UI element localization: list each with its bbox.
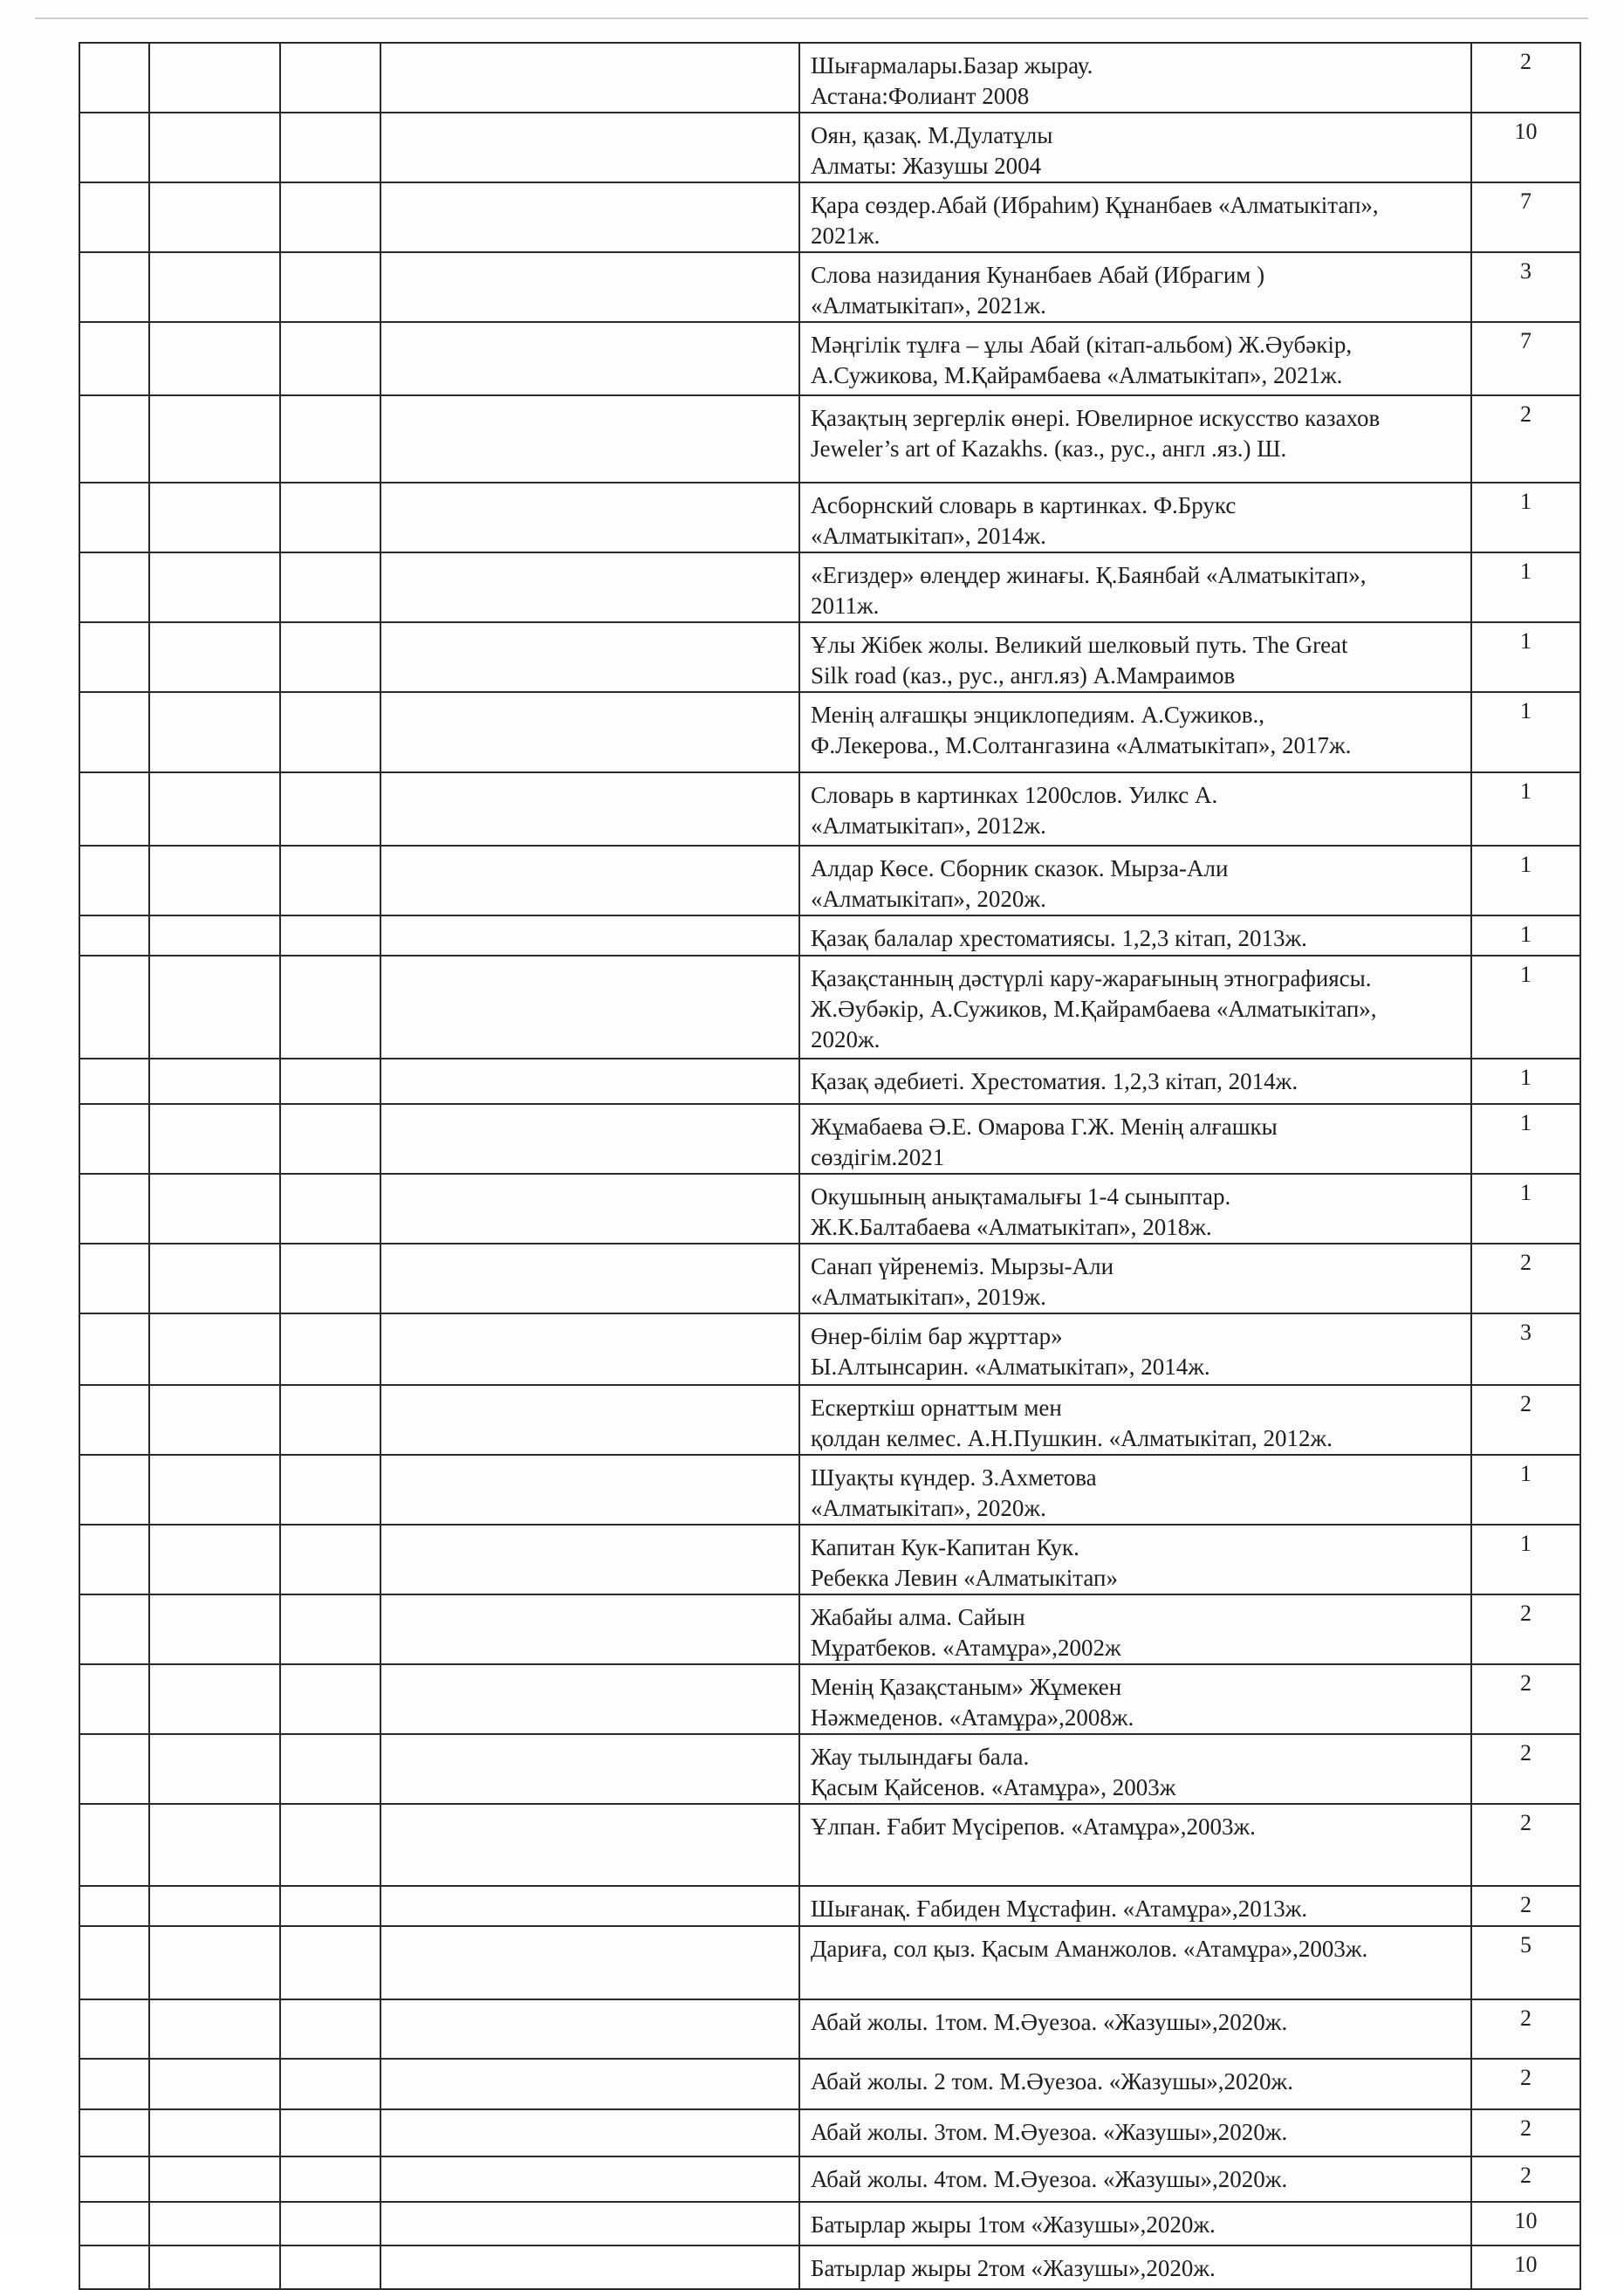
quantity-cell: 1 [1471,483,1580,552]
empty-cell [149,2156,280,2202]
table-row [79,1664,1580,1734]
empty-cell [149,1104,280,1174]
empty-cell [380,1385,799,1455]
empty-cell [79,395,149,483]
book-list-table [79,42,1581,2290]
empty-cell [280,2245,380,2289]
empty-cell [380,395,799,483]
quantity-cell: 2 [1471,1244,1580,1313]
empty-cell [149,1313,280,1385]
quantity-cell: 7 [1471,322,1580,395]
empty-cell [79,915,149,956]
empty-cell [280,1455,380,1525]
empty-cell [280,915,380,956]
quantity-cell: 2 [1471,1594,1580,1664]
empty-cell [280,1999,380,2059]
book-title-cell: Ескерткіш орнаттым мен қолдан келмес. А.Н.Пушкин. «Алматыкітап, 2012ж. [799,1385,1471,1455]
quantity-cell: 1 [1471,1455,1580,1525]
quantity-cell: 2 [1471,2156,1580,2202]
empty-cell [280,113,380,182]
empty-cell [380,182,799,252]
empty-cell [280,2202,380,2245]
table-row [79,1999,1580,2059]
empty-cell [79,1594,149,1664]
empty-cell [280,1385,380,1455]
empty-cell [149,182,280,252]
empty-cell [149,1244,280,1313]
table-row [79,552,1580,622]
empty-cell [79,2245,149,2289]
quantity-cell: 10 [1471,2202,1580,2245]
empty-cell [79,113,149,182]
empty-cell [149,1886,280,1926]
quantity-cell: 10 [1471,2245,1580,2289]
empty-cell [380,322,799,395]
book-title-cell: Ұлпан. Ғабит Мүсірепов. «Атамұра»,2003ж. [799,1804,1471,1886]
table-row [79,1385,1580,1455]
empty-cell [380,1926,799,1999]
book-title-cell: Абай жолы. 4том. М.Әуезоа. «Жазушы»,2020ж. [799,2156,1471,2202]
empty-cell [149,1804,280,1886]
empty-cell [380,2109,799,2156]
table-row [79,2245,1580,2289]
quantity-cell: 1 [1471,1059,1580,1104]
table-row [79,622,1580,692]
empty-cell [149,552,280,622]
book-title-cell: Абай жолы. 2 том. М.Әуезоа. «Жазушы»,2020ж. [799,2059,1471,2109]
empty-cell [79,2059,149,2109]
empty-cell [149,1999,280,2059]
empty-cell [380,1804,799,1886]
empty-cell [380,2059,799,2109]
book-title-cell: Шуақты күндер. З.Ахметова «Алматыкітап», 2020ж. [799,1455,1471,1525]
table-row [79,1455,1580,1525]
empty-cell [79,1104,149,1174]
empty-cell [79,1926,149,1999]
quantity-cell: 10 [1471,113,1580,182]
book-title-cell: Ұлы Жібек жолы. Великий шелковый путь. The Great Silk road (каз., рус., англ.яз) А.Мамраимов [799,622,1471,692]
empty-cell [280,552,380,622]
empty-cell [149,956,280,1059]
empty-cell [380,772,799,846]
book-title-cell: Қара сөздер.Абай (Ибраһим) Құнанбаев «Алматыкітап», 2021ж. [799,182,1471,252]
empty-cell [149,1174,280,1244]
empty-cell [79,2202,149,2245]
book-title-cell: Шығармалары.Базар жырау. Астана:Фолиант 2008 [799,43,1471,113]
quantity-cell: 1 [1471,772,1580,846]
empty-cell [149,1734,280,1804]
table-row [79,1174,1580,1244]
quantity-cell: 2 [1471,1999,1580,2059]
empty-cell [149,113,280,182]
empty-cell [149,252,280,322]
empty-cell [149,1594,280,1664]
book-title-cell: Оян, қазақ. М.Дулатұлы Алматы: Жазушы 2004 [799,113,1471,182]
quantity-cell: 7 [1471,182,1580,252]
empty-cell [79,1664,149,1734]
table-row [79,252,1580,322]
empty-cell [79,1174,149,1244]
empty-cell [79,2156,149,2202]
empty-cell [79,182,149,252]
empty-cell [149,2202,280,2245]
empty-cell [380,956,799,1059]
empty-cell [280,846,380,915]
book-title-cell: Мәңгілік тұлға – ұлы Абай (кітап-альбом) Ж.Әубәкір, А.Сужикова, М.Қайрамбаева «Алматыкітап», 2021ж. [799,322,1471,395]
empty-cell [380,252,799,322]
quantity-cell: 1 [1471,552,1580,622]
empty-cell [280,252,380,322]
table-row [79,43,1580,113]
table-row [79,915,1580,956]
table-row [79,2109,1580,2156]
empty-cell [280,395,380,483]
empty-cell [280,1886,380,1926]
book-title-cell: Дариға, сол қыз. Қасым Аманжолов. «Атамұра»,2003ж. [799,1926,1471,1999]
book-title-cell: Менің алғашқы энциклопедиям. А.Сужиков., Ф.Лекерова., М.Солтангазина «Алматыкітап», 2017ж. [799,692,1471,772]
empty-cell [79,1525,149,1594]
empty-cell [380,1999,799,2059]
empty-cell [280,1059,380,1104]
quantity-cell: 3 [1471,1313,1580,1385]
empty-cell [280,2109,380,2156]
book-title-cell: Словарь в картинках 1200слов. Уилкс А. «Алматыкітап», 2012ж. [799,772,1471,846]
book-title-cell: Асборнский словарь в картинках. Ф.Брукс «Алматыкітап», 2014ж. [799,483,1471,552]
table-body [79,43,1580,2289]
empty-cell [380,43,799,113]
empty-cell [280,1174,380,1244]
table-row [79,2156,1580,2202]
empty-cell [380,846,799,915]
empty-cell [79,2109,149,2156]
empty-cell [280,1664,380,1734]
book-title-cell: Окушының анықтамалығы 1-4 сыныптар. Ж.К.Балтабаева «Алматыкітап», 2018ж. [799,1174,1471,1244]
empty-cell [79,252,149,322]
table-row [79,846,1580,915]
empty-cell [380,622,799,692]
table-row [79,395,1580,483]
empty-cell [380,2245,799,2289]
table-row [79,1886,1580,1926]
empty-cell [79,1455,149,1525]
empty-cell [149,1385,280,1455]
book-title-cell: Қазақтың зергерлік өнері. Ювелирное искусство казахов Jeweler’s art of Kazakhs. (каз., рус., англ .яз.) Ш. [799,395,1471,483]
table-row [79,1244,1580,1313]
empty-cell [380,1664,799,1734]
table-row [79,1734,1580,1804]
table-row [79,2059,1580,2109]
quantity-cell: 1 [1471,956,1580,1059]
empty-cell [380,2202,799,2245]
quantity-cell: 2 [1471,43,1580,113]
empty-cell [280,772,380,846]
empty-cell [280,1594,380,1664]
empty-cell [149,1525,280,1594]
empty-cell [79,43,149,113]
empty-cell [79,322,149,395]
empty-cell [380,552,799,622]
quantity-cell: 3 [1471,252,1580,322]
empty-cell [380,1174,799,1244]
book-title-cell: Абай жолы. 1том. М.Әуезоа. «Жазушы»,2020ж. [799,1999,1471,2059]
table-row [79,772,1580,846]
quantity-cell: 5 [1471,1926,1580,1999]
empty-cell [149,846,280,915]
quantity-cell: 2 [1471,395,1580,483]
empty-cell [280,1734,380,1804]
empty-cell [380,1104,799,1174]
table-row [79,1525,1580,1594]
quantity-cell: 2 [1471,2109,1580,2156]
empty-cell [380,692,799,772]
empty-cell [380,1455,799,1525]
quantity-cell: 2 [1471,1804,1580,1886]
table-row [79,1104,1580,1174]
book-title-cell: Жұмабаева Ә.Е. Омарова Г.Ж. Менің алғашкы сөздігім.2021 [799,1104,1471,1174]
empty-cell [79,1244,149,1313]
empty-cell [79,1734,149,1804]
table-row [79,483,1580,552]
empty-cell [380,1886,799,1926]
book-title-cell: Шығанақ. Ғабиден Мұстафин. «Атамұра»,2013ж. [799,1886,1471,1926]
empty-cell [79,1886,149,1926]
quantity-cell: 1 [1471,622,1580,692]
empty-cell [380,1734,799,1804]
empty-cell [280,1525,380,1594]
empty-cell [149,1926,280,1999]
book-title-cell: Абай жолы. 3том. М.Әуезоа. «Жазушы»,2020ж. [799,2109,1471,2156]
table-row [79,1594,1580,1664]
table-row [79,1313,1580,1385]
table-row [79,1926,1580,1999]
book-title-cell: Жау тылындағы бала. Қасым Қайсенов. «Атамұра», 2003ж [799,1734,1471,1804]
empty-cell [280,1104,380,1174]
empty-cell [380,2156,799,2202]
quantity-cell: 2 [1471,1664,1580,1734]
empty-cell [280,2156,380,2202]
empty-cell [79,1385,149,1455]
empty-cell [79,1313,149,1385]
empty-cell [280,1244,380,1313]
empty-cell [79,1999,149,2059]
table-row [79,322,1580,395]
empty-cell [149,1455,280,1525]
quantity-cell: 1 [1471,1104,1580,1174]
empty-cell [79,956,149,1059]
empty-cell [280,956,380,1059]
empty-cell [79,692,149,772]
book-title-cell: Қазақ әдебиеті. Хрестоматия. 1,2,3 кітап, 2014ж. [799,1059,1471,1104]
empty-cell [79,846,149,915]
empty-cell [380,483,799,552]
table-row [79,1804,1580,1886]
table-row [79,182,1580,252]
table-row [79,692,1580,772]
empty-cell [380,113,799,182]
empty-cell [149,1664,280,1734]
empty-cell [280,2059,380,2109]
empty-cell [380,1313,799,1385]
empty-cell [79,483,149,552]
quantity-cell: 2 [1471,2059,1580,2109]
book-title-cell: Слова назидания Кунанбаев Абай (Ибрагим ) «Алматыкітап», 2021ж. [799,252,1471,322]
empty-cell [149,915,280,956]
quantity-cell: 1 [1471,1174,1580,1244]
empty-cell [149,1059,280,1104]
empty-cell [79,1059,149,1104]
empty-cell [280,182,380,252]
empty-cell [149,322,280,395]
book-title-cell: Жабайы алма. Сайын Мұратбеков. «Атамұра»,2002ж [799,1594,1471,1664]
quantity-cell: 2 [1471,1734,1580,1804]
book-title-cell: Санап үйренеміз. Мырзы-Али «Алматыкітап», 2019ж. [799,1244,1471,1313]
quantity-cell: 1 [1471,692,1580,772]
table-row [79,113,1580,182]
empty-cell [280,322,380,395]
empty-cell [149,2059,280,2109]
book-title-cell: Қазақстанның дәстүрлі кару-жарағының этнографиясы. Ж.Әубәкір, А.Сужиков, М.Қайрамбаева «Алматыкітап», 2020ж. [799,956,1471,1059]
empty-cell [280,622,380,692]
quantity-cell: 2 [1471,1886,1580,1926]
empty-cell [280,1313,380,1385]
book-title-cell: Алдар Көсе. Сборник сказок. Мырза-Али «Алматыкітап», 2020ж. [799,846,1471,915]
quantity-cell: 1 [1471,1525,1580,1594]
quantity-cell: 2 [1471,1385,1580,1455]
empty-cell [79,552,149,622]
empty-cell [79,1804,149,1886]
empty-cell [280,692,380,772]
empty-cell [149,2109,280,2156]
book-title-cell: Қазақ балалар хрестоматиясы. 1,2,3 кітап, 2013ж. [799,915,1471,956]
empty-cell [149,483,280,552]
empty-cell [280,1926,380,1999]
empty-cell [380,1244,799,1313]
empty-cell [149,622,280,692]
book-title-cell: Батырлар жыры 1том «Жазушы»,2020ж. [799,2202,1471,2245]
empty-cell [149,2245,280,2289]
empty-cell [280,43,380,113]
empty-cell [79,622,149,692]
scan-edge-line [35,17,1588,19]
empty-cell [380,915,799,956]
empty-cell [149,772,280,846]
empty-cell [79,772,149,846]
book-title-cell: «Егиздер» өлеңдер жинағы. Қ.Баянбай «Алматыкітап», 2011ж. [799,552,1471,622]
empty-cell [280,483,380,552]
quantity-cell: 1 [1471,846,1580,915]
table-row [79,2202,1580,2245]
empty-cell [380,1594,799,1664]
table-row [79,956,1580,1059]
table-row [79,1059,1580,1104]
book-title-cell: Капитан Кук-Капитан Кук. Ребекка Левин «Алматыкітап» [799,1525,1471,1594]
empty-cell [149,395,280,483]
empty-cell [280,1804,380,1886]
book-title-cell: Батырлар жыры 2том «Жазушы»,2020ж. [799,2245,1471,2289]
book-title-cell: Менің Қазақстаным» Жұмекен Нәжмеденов. «Атамұра»,2008ж. [799,1664,1471,1734]
empty-cell [380,1525,799,1594]
empty-cell [149,43,280,113]
empty-cell [380,1059,799,1104]
book-title-cell: Өнер-білім бар жұрттар» Ы.Алтынсарин. «Алматыкітап», 2014ж. [799,1313,1471,1385]
quantity-cell: 1 [1471,915,1580,956]
empty-cell [149,692,280,772]
